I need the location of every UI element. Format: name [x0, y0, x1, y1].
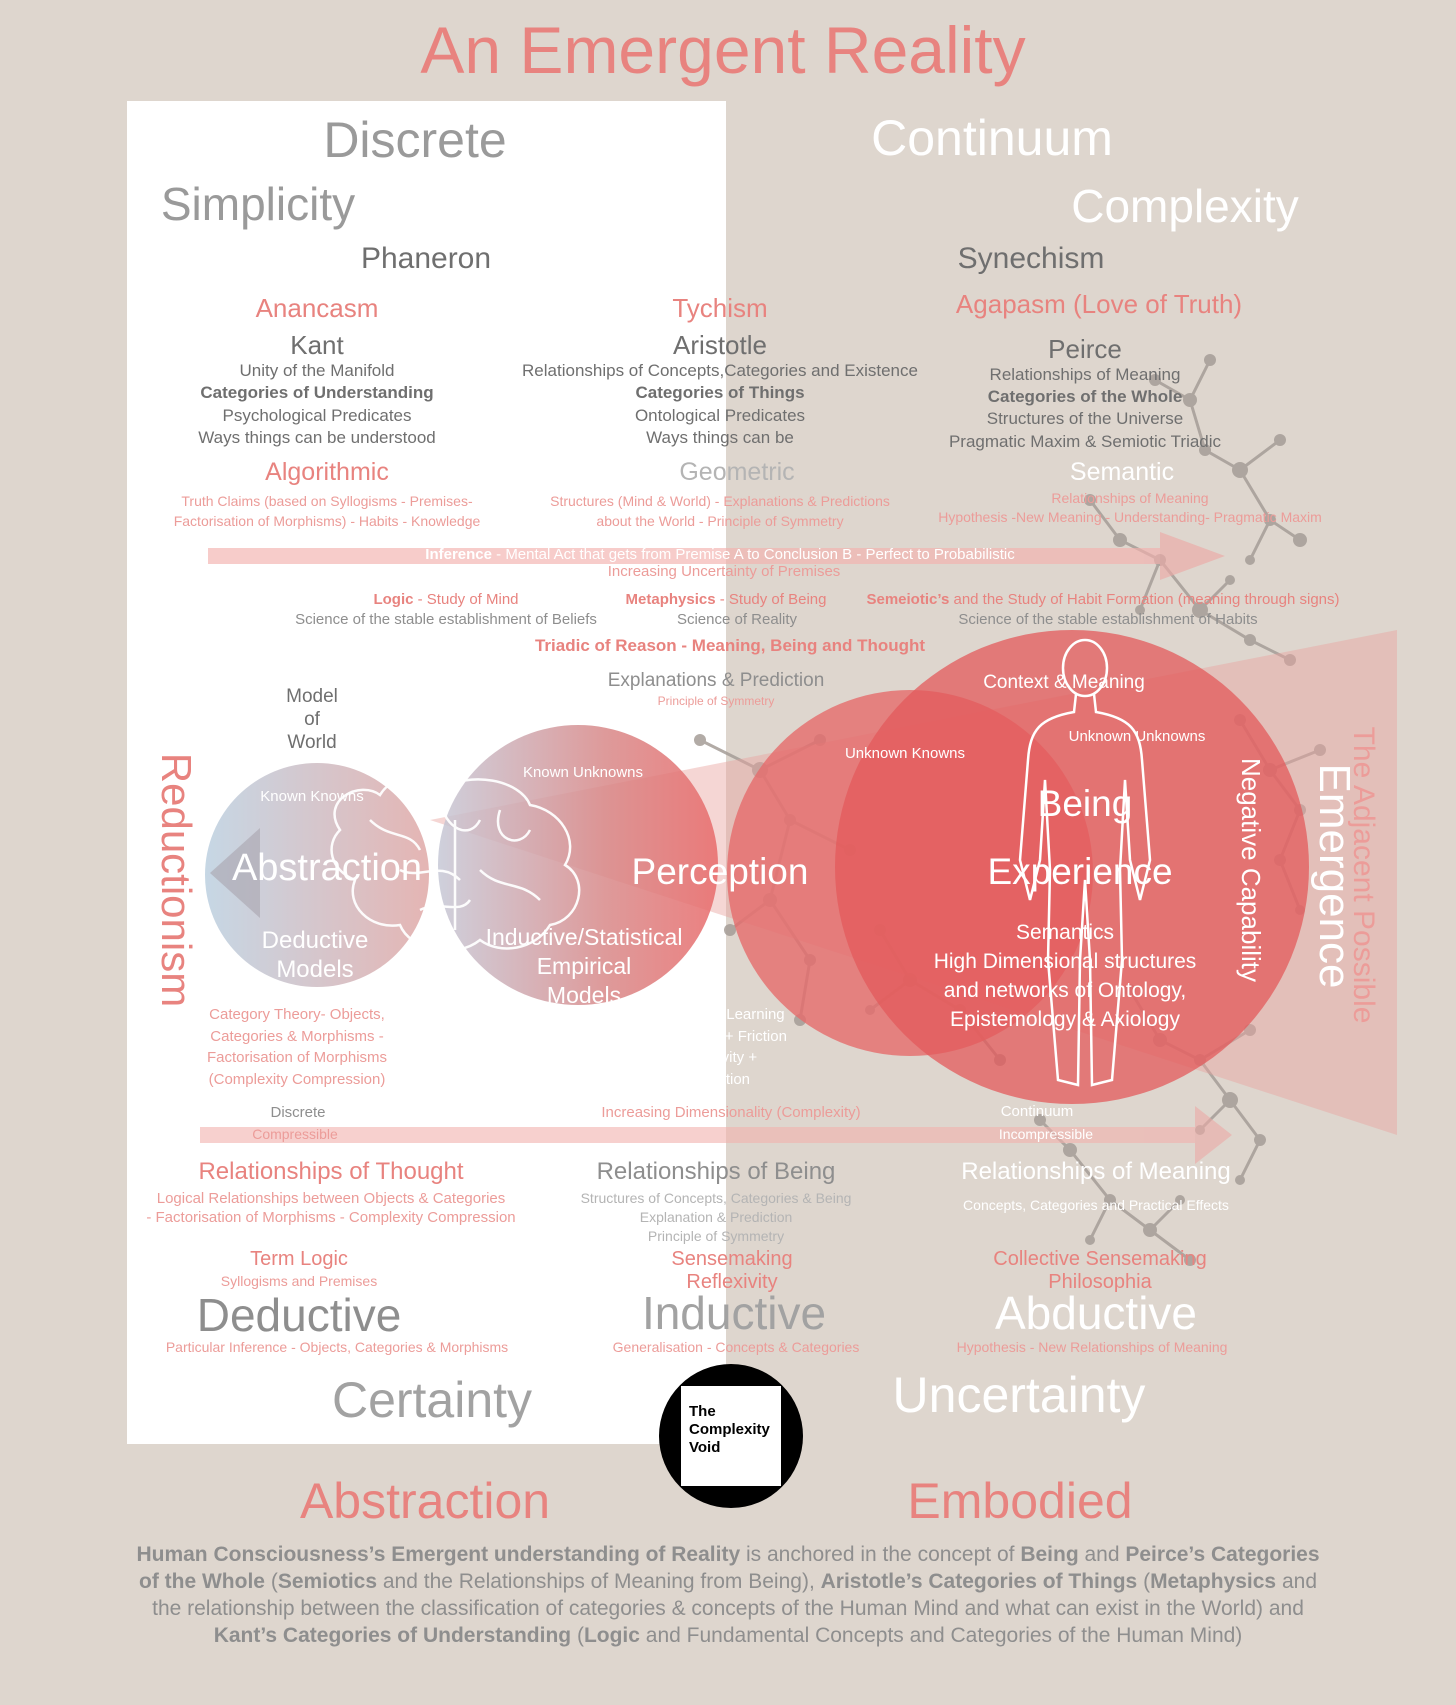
category-theory-4: (Complexity Compression)	[208, 1071, 386, 1088]
principle-of-symmetry: Principle of Symmetry	[657, 694, 775, 708]
aristotle-line-4: Ways things can be	[646, 428, 794, 447]
footer-b7: Kant’s Categories of Understanding	[213, 1624, 572, 1647]
model-of-world-1: Model	[286, 686, 338, 707]
summary-paragraph	[130, 1541, 1326, 1649]
inductive-models-3: Models	[546, 982, 622, 1008]
compressible-label: Compressible	[252, 1126, 338, 1142]
inductive-sub: Generalisation - Concepts & Categories	[612, 1339, 860, 1355]
geometric-label: Geometric	[679, 458, 795, 486]
kant-line-4: Ways things can be understood	[198, 428, 436, 447]
semeiotics-bold: Semeiotic’s	[866, 591, 950, 608]
emergence-label: Emergence	[1310, 763, 1359, 989]
model-of-world-2: of	[304, 709, 320, 730]
being-label: Being	[1037, 783, 1133, 824]
peirce-line-1: Relationships of Meaning	[989, 365, 1181, 384]
term-logic-title: Term Logic	[250, 1248, 348, 1270]
page-title: An Emergent Reality	[420, 13, 1026, 87]
footer-b2: Being	[1020, 1543, 1079, 1566]
uncertainty-label: Uncertainty	[892, 1367, 1146, 1423]
rel-thought-title: Relationships of Thought	[198, 1158, 464, 1185]
metaphysics-text: - Study of Being	[715, 591, 827, 608]
kant-line-2: Categories of Understanding	[200, 383, 434, 402]
aristotle-line-1: Relationships of Concepts,Categories and Existence	[522, 361, 918, 380]
footer-t3: (	[264, 1570, 278, 1593]
philosophia-label: Philosophia	[1048, 1271, 1152, 1293]
deductive-models-2: Models	[276, 956, 354, 983]
high-dimensional-1: High Dimensional structures	[933, 950, 1197, 973]
logo-square	[681, 1386, 781, 1486]
anancasm-label: Anancasm	[255, 293, 379, 323]
synechism-label: Synechism	[957, 242, 1105, 275]
footer-t4: and the Relationships of Meaning from Being),	[377, 1570, 821, 1593]
semantic-label: Semantic	[1069, 458, 1175, 486]
experience-label: Experience	[987, 851, 1173, 892]
autopoeisis-4: Modification	[669, 1071, 751, 1088]
inductive-models-2: Empirical	[536, 953, 632, 979]
semeiotics-label	[866, 592, 1339, 609]
known-knowns-label: Known Knowns	[260, 788, 364, 805]
increasing-uncertainty-label: Increasing Uncertainty of Premises	[607, 563, 841, 580]
continuum-heading: Continuum	[871, 110, 1113, 166]
rel-being-title: Relationships of Being	[596, 1158, 836, 1185]
simplicity-heading: Simplicity	[160, 178, 356, 230]
peirce-name: Peirce	[1048, 334, 1122, 364]
rel-thought-2: - Factorisation of Morphisms - Complexity Compression	[146, 1209, 516, 1226]
high-dimensional-3: Epistemology & Axiology	[950, 1008, 1180, 1031]
logic-text: - Study of Mind	[413, 591, 519, 608]
footer-b3: Peirce’s Categories of the Whole	[139, 1543, 1320, 1593]
footer-b8: Logic	[583, 1624, 640, 1647]
discrete-heading: Discrete	[323, 112, 507, 168]
abstraction-circle-label: Abstraction	[231, 847, 423, 889]
unknown-unknowns-label: Unknown Unknowns	[1068, 728, 1206, 745]
embodied-footer-heading: Embodied	[907, 1473, 1133, 1529]
semantics-label: Semantics	[1015, 921, 1115, 944]
category-theory-1: Category Theory- Objects,	[209, 1006, 385, 1023]
context-meaning-label: Context & Meaning	[983, 672, 1145, 693]
abstraction-footer-heading: Abstraction	[299, 1473, 551, 1529]
peirce-line-2: Categories of the Whole	[987, 387, 1183, 406]
continuum-small: Continuum	[1000, 1103, 1074, 1120]
deductive-sub: Particular Inference - Objects, Categories & Morphisms	[165, 1339, 509, 1355]
rel-meaning-1: Concepts, Categories and Practical Effects	[963, 1197, 1229, 1213]
inductive-title: Inductive	[641, 1287, 827, 1339]
kant-line-1: Unity of the Manifold	[239, 361, 395, 380]
footer-b5: Aristotle’s Categories of Things	[820, 1570, 1138, 1593]
footer-b1: Human Consciousness’s Emergent understanding of Reality	[136, 1543, 741, 1566]
adjacent-possible-label: The Adjacent Possible	[1347, 726, 1380, 1024]
logo-line-2: Complexity	[689, 1421, 770, 1438]
phaneron-label: Phaneron	[360, 242, 492, 275]
footer-b6: Metaphysics	[1150, 1570, 1277, 1593]
known-unknowns-label: Known Unknowns	[522, 764, 644, 781]
tychism-label: Tychism	[672, 293, 768, 323]
reductionism-label: Reductionism	[153, 752, 200, 1008]
rel-being-2: Explanation & Prediction	[639, 1209, 793, 1225]
algorithmic-label: Algorithmic	[265, 458, 389, 486]
algorithmic-desc-1: Truth Claims (based on Syllogisms - Premises-	[181, 493, 473, 509]
high-dimensional-2: and networks of Ontology,	[943, 979, 1187, 1002]
geometric-desc-1: Structures (Mind & World) - Explanations & Predictions	[550, 493, 890, 509]
semantic-desc-1: Relationships of Meaning	[1051, 490, 1209, 506]
complexity-void-logo	[659, 1364, 803, 1508]
triadic-of-reason: Triadic of Reason - Meaning, Being and Thought	[534, 636, 926, 655]
autopoeisis-1: Autopoeisis - Learning	[635, 1006, 785, 1023]
footer-t1: is anchored in the concept of	[740, 1543, 1021, 1566]
rel-meaning-title: Relationships of Meaning	[961, 1158, 1231, 1185]
inference-text: - Mental Act that gets from Premise A to Conclusion B - Perfect to Probabilistic	[491, 546, 1015, 563]
kant-line-3: Psychological Predicates	[222, 406, 412, 425]
explanations-prediction: Explanations & Prediction	[607, 670, 825, 691]
semeiotics-science: Science of the stable establishment of Habits	[958, 611, 1258, 628]
inference-label	[425, 547, 1014, 564]
footer-t8: and Fundamental Concepts and Categories of the Human Mind)	[639, 1624, 1243, 1647]
negative-capability-label: Negative Capability	[1236, 757, 1266, 982]
footer-t2: and	[1078, 1543, 1126, 1566]
abductive-sub: Hypothesis - New Relationships of Meaning	[956, 1339, 1228, 1355]
perception-label: Perception	[631, 851, 809, 892]
deductive-title: Deductive	[196, 1289, 402, 1341]
sensemaking-label: Sensemaking	[671, 1248, 793, 1270]
footer-t5: (	[1137, 1570, 1151, 1593]
aristotle-name: Aristotle	[673, 330, 767, 360]
autopoeisis-3: + Reflexivity +	[662, 1049, 758, 1066]
deductive-models-1: Deductive	[261, 927, 369, 954]
logic-bold: Logic	[373, 591, 414, 608]
incompressible-label: Incompressible	[998, 1126, 1094, 1142]
semantic-desc-2: Hypothesis -New Meaning - Understanding- Pragmatic Maxim	[938, 509, 1322, 525]
metaphysics-science: Science of Reality	[676, 611, 798, 628]
inference-bold: Inference	[425, 546, 492, 563]
category-theory-2: Categories & Morphisms -	[210, 1028, 384, 1045]
autopoeisis-2: Loop - Action + Friction	[633, 1028, 787, 1045]
semeiotics-text: and the Study of Habit Formation (meaning through signs)	[949, 591, 1340, 608]
rel-being-1: Structures of Concepts, Categories & Being	[580, 1190, 852, 1206]
aristotle-line-3: Ontological Predicates	[634, 406, 806, 425]
certainty-label: Certainty	[331, 1372, 533, 1428]
geometric-desc-2: about the World - Principle of Symmetry	[596, 513, 844, 529]
term-logic-sub: Syllogisms and Premises	[220, 1273, 378, 1289]
metaphysics-bold: Metaphysics	[625, 591, 716, 608]
rel-thought-1: Logical Relationships between Objects & Categories	[156, 1190, 506, 1207]
abductive-title: Abductive	[994, 1287, 1198, 1339]
unknown-knowns-label: Unknown Knowns	[844, 745, 966, 762]
logo-line-3: Void	[689, 1439, 721, 1456]
complexity-heading: Complexity	[1071, 180, 1299, 232]
rel-being-3: Principle of Symmetry	[647, 1228, 785, 1244]
peirce-line-3: Structures of the Universe	[986, 409, 1184, 428]
footer-t6: and the relationship between the classification of categories & concepts of the Human Mind and what can exist in the World) and	[152, 1570, 1317, 1620]
logo-line-1: The	[689, 1403, 716, 1420]
footer-b4: Semiotics	[277, 1570, 378, 1593]
peirce-line-4: Pragmatic Maxim & Semiotic Triadic	[948, 432, 1222, 451]
model-of-world-3: World	[287, 732, 337, 753]
algorithmic-desc-2: Factorisation of Morphisms) - Habits - Knowledge	[173, 513, 481, 529]
reflexivity-label: Reflexivity	[686, 1271, 778, 1293]
inductive-models-1: Inductive/Statistical	[485, 924, 683, 950]
agapasm-label: Agapasm (Love of Truth)	[955, 289, 1243, 319]
logic-label	[373, 592, 518, 609]
kant-name: Kant	[290, 330, 344, 360]
metaphysics-label	[626, 592, 827, 609]
increasing-dimensionality: Increasing Dimensionality (Complexity)	[601, 1104, 861, 1121]
logic-science: Science of the stable establishment of Beliefs	[295, 611, 597, 628]
footer-t7: (	[571, 1624, 584, 1647]
aristotle-line-2: Categories of Things	[635, 383, 805, 402]
category-theory-3: Factorisation of Morphisms	[206, 1049, 388, 1066]
collective-sensemaking-label: Collective Sensemaking	[993, 1248, 1207, 1270]
discrete-small: Discrete	[270, 1104, 326, 1121]
